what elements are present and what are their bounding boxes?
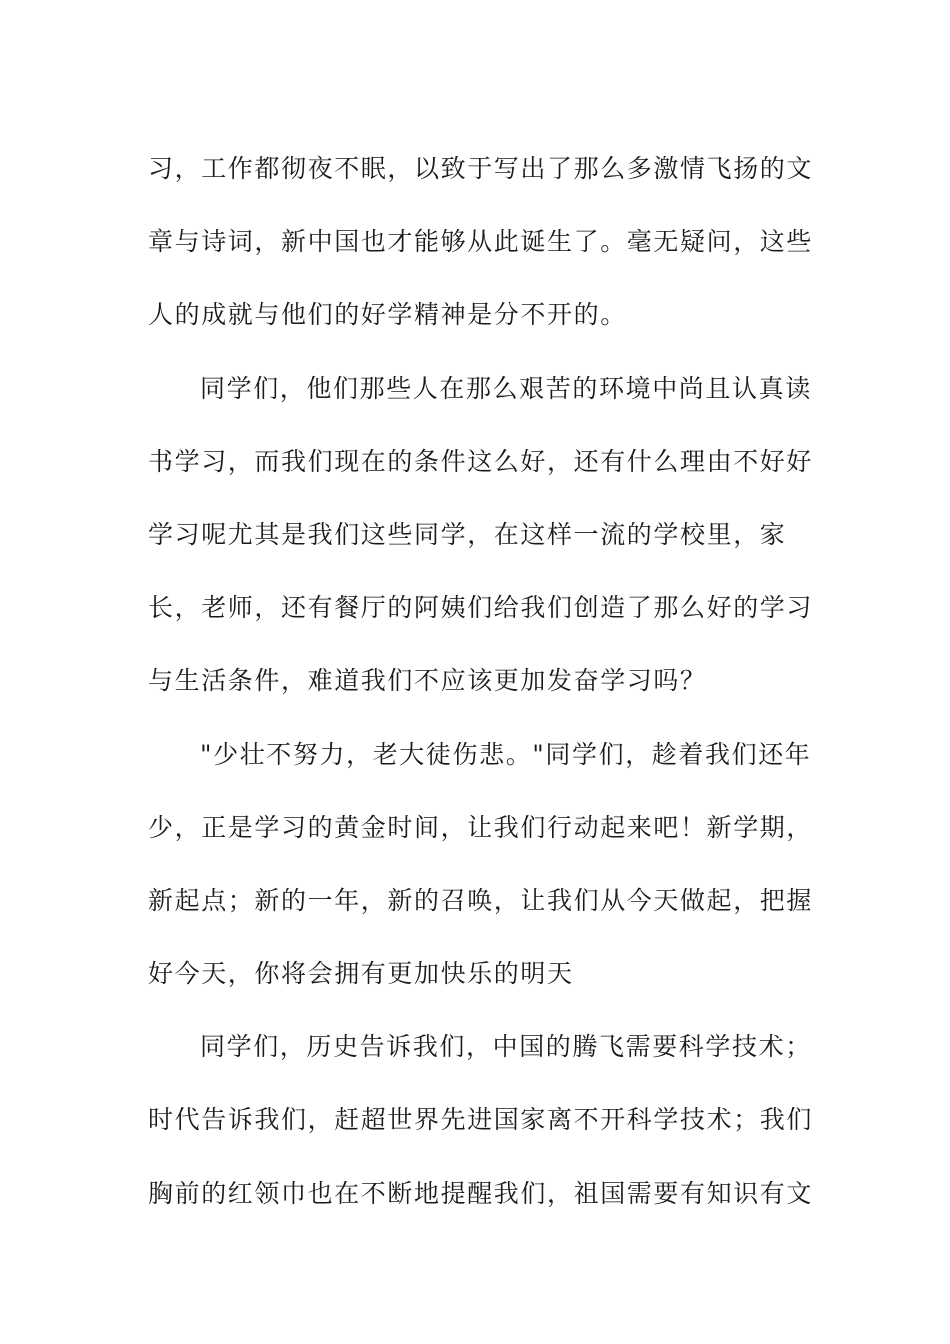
body-text bbox=[148, 132, 814, 1230]
paragraph-start-line: 同学们，他们那些人在那么艰苦的环境中尚且认真读 bbox=[200, 373, 812, 403]
text-line: 胸前的红领巾也在不断地提醒我们，祖国需要有知识有文 bbox=[148, 1178, 814, 1208]
text-line: 与生活条件，难道我们不应该更加发奋学习吗？ bbox=[148, 666, 707, 696]
text-line: 长，老师，还有餐厅的阿姨们给我们创造了那么好的学习 bbox=[148, 593, 814, 623]
paragraph-start-line: "少壮不努力，老大徒伤悲。"同学们，趁着我们还年 bbox=[200, 739, 812, 769]
text-line: 书学习，而我们现在的条件这么好，还有什么理由不好好 bbox=[148, 446, 814, 476]
text-line: 习，工作都彻夜不眠，以致于写出了那么多激情飞扬的文 bbox=[148, 154, 814, 183]
text-line: 时代告诉我们，赶超世界先进国家离不开科学技术；我们 bbox=[148, 1105, 814, 1135]
text-line: 学习呢尤其是我们这些同学，在这样一流的学校里，家 bbox=[148, 519, 787, 549]
text-line: 人的成就与他们的好学精神是分不开的。 bbox=[148, 300, 627, 330]
text-line: 少，正是学习的黄金时间，让我们行动起来吧！新学期， bbox=[148, 812, 814, 842]
text-line: 新起点；新的一年，新的召唤，让我们从今天做起，把握 bbox=[148, 885, 814, 915]
paragraph-start-line: 同学们，历史告诉我们，中国的腾飞需要科学技术； bbox=[200, 1032, 812, 1062]
text-line: 章与诗词，新中国也才能够从此诞生了。毫无疑问，这些 bbox=[148, 227, 814, 257]
text-line: 好今天，你将会拥有更加快乐的明天 bbox=[148, 959, 574, 989]
